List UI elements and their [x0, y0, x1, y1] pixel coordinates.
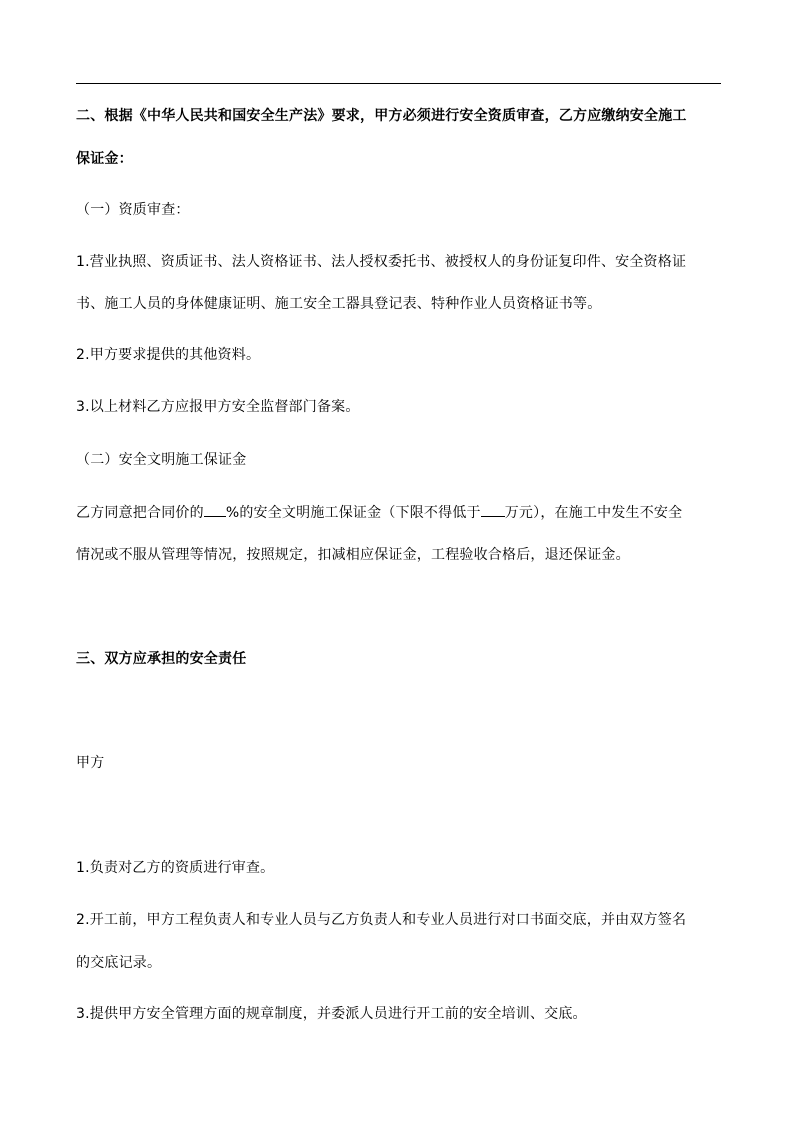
- item2: 2.甲方要求提供的其他资料。: [76, 347, 261, 363]
- deposit-line1: [76, 502, 682, 523]
- section2-heading-line2: 保证金：: [76, 151, 133, 167]
- header-rule: [76, 83, 721, 84]
- deposit-line2: 情况或不服从管理等情况，按照规定，扣减相应保证金，工程验收合格后，退还保证金。: [76, 547, 630, 563]
- item3: 3.以上材料乙方应报甲方安全监督部门备案。: [76, 399, 360, 415]
- amount-blank: [481, 502, 505, 517]
- subsection-deposit-title: （二）安全文明施工保证金: [76, 452, 247, 468]
- deposit-text-part3: 万元），在施工中发生不安全: [504, 505, 683, 521]
- item1-line1: 1.营业执照、资质证书、法人资格证书、法人授权委托书、被授权人的身份证复印件、安全资格证: [76, 254, 687, 270]
- percent-blank: [204, 502, 226, 517]
- item1-line2: 书、施工人员的身体健康证明、施工安全工器具登记表、特种作业人员资格证书等。: [76, 296, 602, 312]
- party-a-label: 甲方: [76, 755, 105, 771]
- duty-item2-line2: 的交底记录。: [76, 955, 162, 971]
- subsection-qualification-title: （一）资质审查：: [76, 202, 190, 218]
- duty-item3: 3.提供甲方安全管理方面的规章制度，并委派人员进行开工前的安全培训、交底。: [76, 1006, 587, 1022]
- section3-heading: 三、双方应承担的安全责任: [76, 651, 247, 667]
- duty-item1: 1.负责对乙方的资质进行审查。: [76, 860, 275, 876]
- deposit-text-part2: %的安全文明施工保证金（下限不得低于: [225, 505, 481, 521]
- duty-item2-line1: 2.开工前，甲方工程负责人和专业人员与乙方负责人和专业人员进行对口书面交底，并由双方签名: [76, 912, 687, 928]
- section2-heading-line1: 二、根据《中华人民共和国安全生产法》要求，甲方必须进行安全资质审查，乙方应缴纳安全施工: [76, 108, 687, 124]
- deposit-text-part1: 乙方同意把合同价的: [76, 505, 204, 521]
